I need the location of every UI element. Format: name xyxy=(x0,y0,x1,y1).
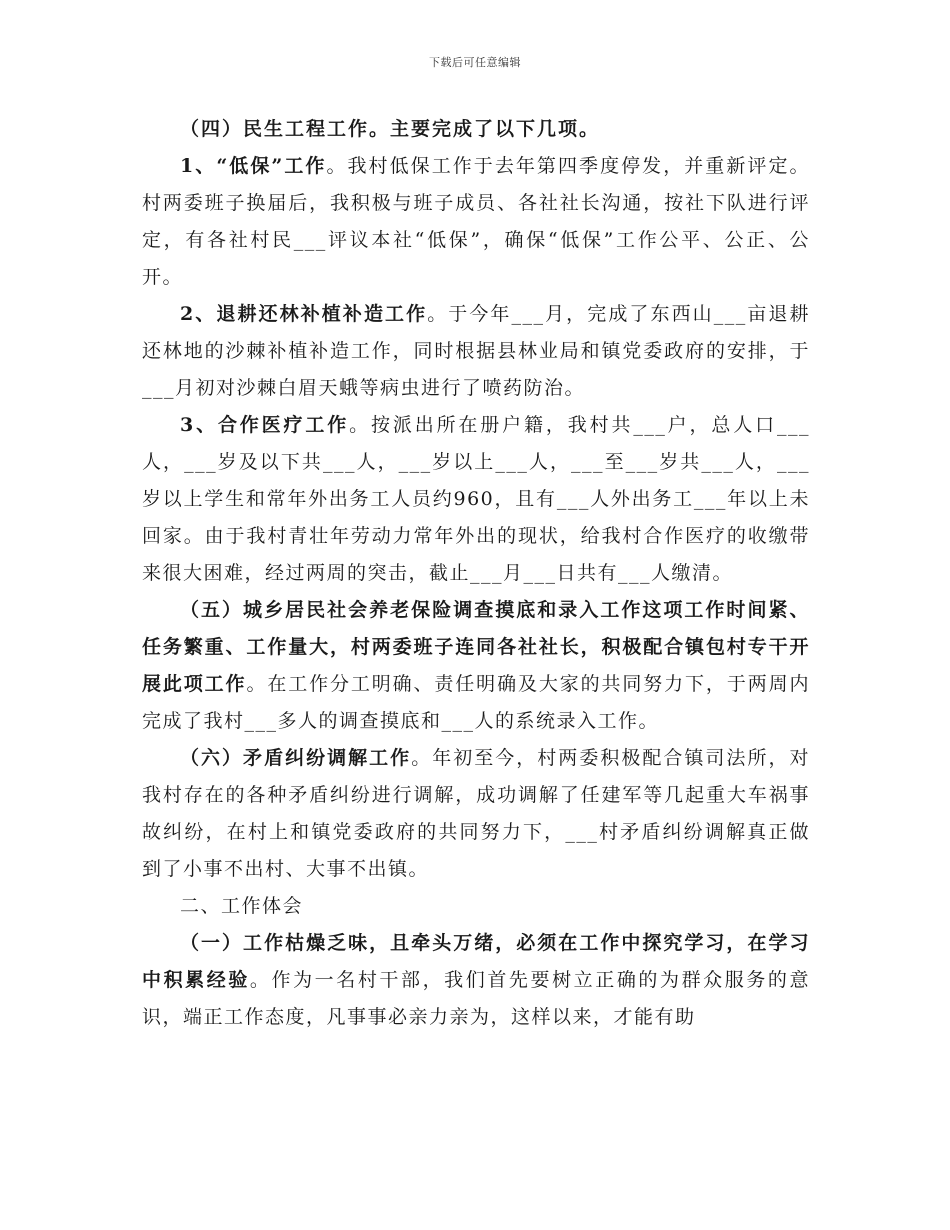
paragraph-body: 。于今年___月，完成了东西山___亩退耕还林地的沙棘补植补造工作，同时根据县林业局和镇党委政府的安排，于___月初对沙棘白眉天蛾等病虫进行了喷药防治。 xyxy=(142,303,810,399)
paragraph-bold-lead: 2、退耕还林补植补造工作 xyxy=(180,303,428,325)
paragraph-low-income xyxy=(142,148,810,296)
paragraph-bold-lead: 1、“低保”工作 xyxy=(180,155,327,177)
paragraph-bold-lead: （六）矛盾纠纷调解工作 xyxy=(180,747,412,769)
paragraph-body: 。按派出所在册户籍，我村共___户，总人口___人，___岁及以下共___人，___岁以上___人，___至___岁共___人，___岁以上学生和常年外出务工人员约960，且有___人外出务工___年以上未回家。由于我村青壮年劳动力常年外出的现状，给我村合作医疗的收缴带来很大困难，经过两周的突击，截止___月___日共有___人缴清。 xyxy=(142,414,810,584)
paragraph-medical xyxy=(142,407,810,592)
document-body xyxy=(142,111,810,1036)
paragraph-reforestation xyxy=(142,296,810,407)
paragraph-pension xyxy=(142,592,810,740)
paragraph-body: 。我村低保工作于去年第四季度停发，并重新评定。村两委班子换届后，我积极与班子成员、各社社长沟通，按社下队进行评定，有各社村民___评议本社“低保”，确保“低保”工作公平、公正、公开。 xyxy=(142,155,810,288)
heading-text: （四）民生工程工作。主要完成了以下几项。 xyxy=(180,118,601,140)
section-heading-livelihood xyxy=(142,111,810,148)
paragraph-body: 。在工作分工明确、责任明确及大家的共同努力下，于两周内完成了我村___多人的调查摸底和___人的系统录入工作。 xyxy=(142,673,810,732)
paragraph-bold-lead: 3、合作医疗工作 xyxy=(180,414,350,436)
heading-text: 二、工作体会 xyxy=(180,895,304,917)
paragraph-body: 。年初至今，村两委积极配合镇司法所，对我村存在的各种矛盾纠纷进行调解，成功调解了任建军等几起重大车祸事故纠纷，在村上和镇党委政府的共同努力下，___村矛盾纠纷调解真正做到了小事不出村、大事不出镇。 xyxy=(142,747,810,880)
page-header: 下载后可任意编辑 xyxy=(429,56,521,69)
paragraph-dispute xyxy=(142,740,810,888)
paragraph-bold-lead: （五）城乡居民社会养老保险调查摸底和录入工作这项工作时间紧、任务繁重、工作量大，村两委班子连同各社社长，积极配合镇包村专干开展此项工作 xyxy=(142,599,810,695)
paragraph-bold-lead: （一）工作枯燥乏味，且牵头万绪，必须在工作中探究学习，在学习中积累经验 xyxy=(142,932,810,991)
paragraph-experience-one xyxy=(142,925,810,1036)
section-heading-experience xyxy=(142,888,810,925)
paragraph-body: 。作为一名村干部，我们首先要树立正确的为群众服务的意识，端正工作态度，凡事事必亲力亲为，这样以来，才能有助 xyxy=(142,969,810,1028)
